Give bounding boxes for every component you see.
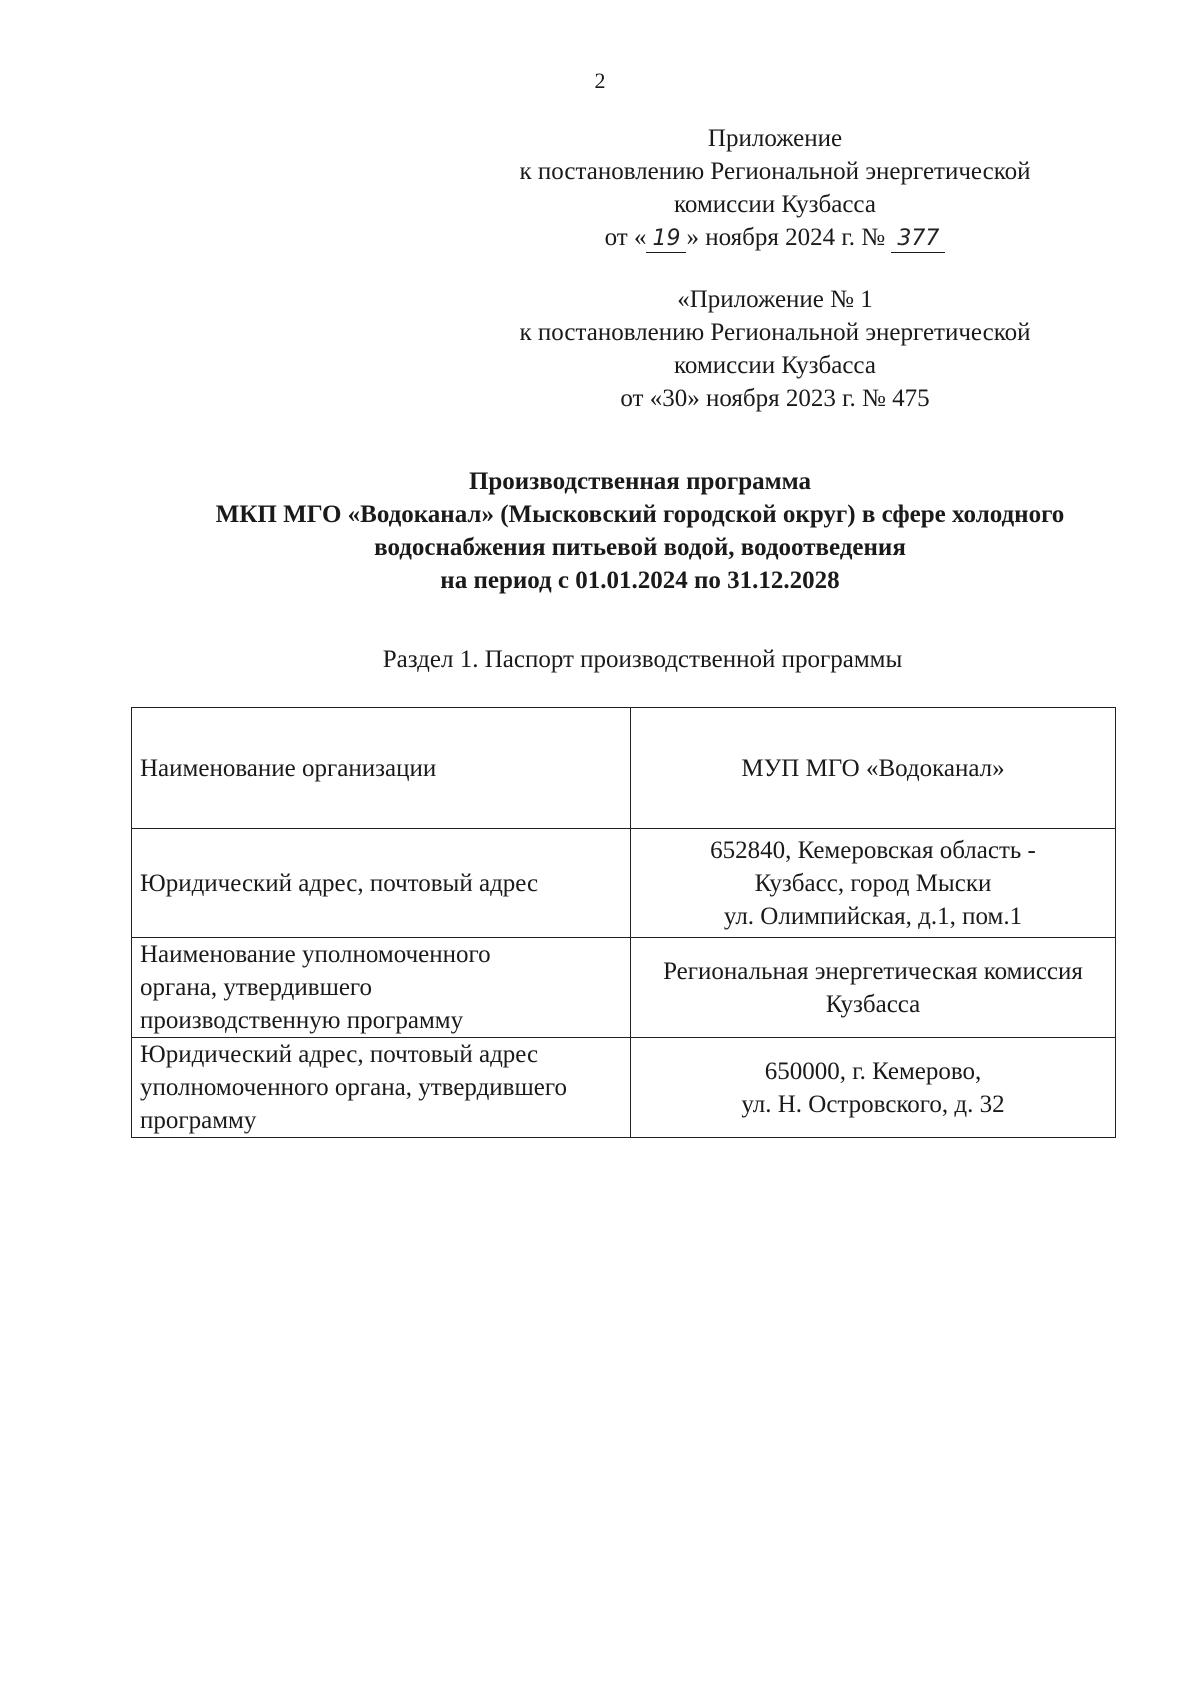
cell-line: Кузбасса [825,990,921,1018]
appendix-commission-line: комиссии Кузбасса [674,191,876,218]
cell-line: 652840, Кемеровская область - [710,836,1036,864]
table-label-cell [132,708,631,829]
handwritten-day: 19 [646,226,686,253]
table-value-cell [631,708,1116,829]
document-title-line: водоснабжения питьевой водой, водоотведения [374,534,906,561]
cell-line: программу [140,1107,257,1134]
table-value-cell [631,829,1116,938]
document-title-line: Производственная программа [468,468,812,495]
table-value-cell [631,1038,1116,1138]
appendix-resolution-line: к постановлению Региональной энергетической [519,319,1031,346]
cell-line: 650000, г. Кемерово, [764,1057,982,1085]
cell-line: Юридический адрес, почтовый адрес [140,869,539,897]
cell-line: МУП МГО «Водоканал» [741,754,1005,782]
handwritten-number: 377 [891,226,945,253]
cell-line: Региональная энергетическая комиссия [663,957,1083,985]
cell-line: ул. Н. Островского, д. 32 [741,1090,1005,1118]
passport-table [131,707,1116,1138]
appendix-title: «Приложение № 1 [677,286,873,313]
document-title [100,465,1180,597]
cell-line: Наименование уполномоченного [140,941,491,968]
section-heading: Раздел 1. Паспорт производственной программы [382,646,903,673]
date-prefix: от « [604,224,647,251]
appendix-title: Приложение [707,125,843,152]
table-label-cell [132,1038,631,1138]
table-value-cell [631,938,1116,1038]
cell-line: Юридический адрес, почтовый адрес [140,1041,539,1068]
document-title-line: МКП МГО «Водоканал» (Мысковский городской округ) в сфере холодного [215,501,1065,528]
appendix-resolution-line: к постановлению Региональной энергетической [519,158,1031,185]
appendix-original-header [480,283,1070,415]
cell-line: Наименование организации [140,754,437,782]
appendix-date-line [480,221,1070,254]
appendix-current-header [480,122,1070,254]
cell-line: производственную программу [140,1007,464,1034]
table-row [132,938,1116,1038]
page-number: 2 [594,68,606,93]
table-label-cell [132,938,631,1038]
table-row [132,829,1116,938]
table-label-cell [132,829,631,938]
table-row [132,1038,1116,1138]
date-middle: » ноября 2024 г. № [686,224,886,251]
cell-line: ул. Олимпийская, д.1, пом.1 [723,902,1023,930]
cell-line: органа, утвердившего [140,974,373,1001]
appendix-date-line: от «30» ноября 2023 г. № 475 [620,385,930,412]
cell-line: уполномоченного органа, утвердившего [140,1074,567,1101]
appendix-commission-line: комиссии Кузбасса [674,352,876,379]
cell-line: Кузбасс, город Мыски [754,869,992,897]
table-row [132,708,1116,829]
document-title-line: на период с 01.01.2024 по 31.12.2028 [440,567,840,594]
